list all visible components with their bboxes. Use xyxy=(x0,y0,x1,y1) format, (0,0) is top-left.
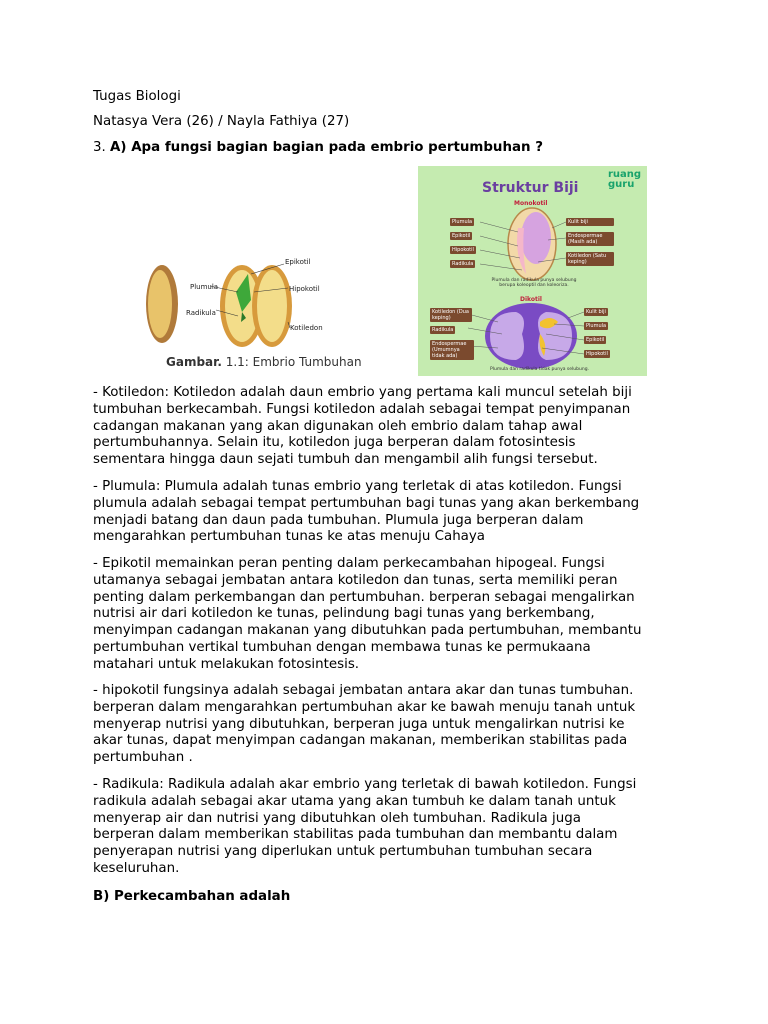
paragraph-epikotil: - Epikotil memainkan peran penting dalam perkecambahan hipogeal. Fungsi utamanya sebagai jembatan antara kotiledon dan tunas, serta memiliki peran penting dalam perkembangan dan pertumbuhan. berperan sebagai mengalirkan nutrisi air dari kotiledon ke tunas, pelindung bagi tunas yang berkembang, menyimpan cadangan makanan yang dibutuhkan pada pertumbuhan, membantu pertumbuhan vertikal tumbuhan dengan membawa tunas ke permukaana matahari untuk melakukan fotosintesis. xyxy=(93,556,642,672)
tag-di-kulit-biji: Kulit biji xyxy=(586,309,606,315)
seed-half-right-inner xyxy=(257,270,287,342)
figure-caption xyxy=(166,355,362,369)
seed-whole-inner xyxy=(148,270,172,338)
label-kotiledon: Kotiledon xyxy=(290,324,323,332)
tag-mono-epikotil: Epikotil xyxy=(452,233,471,239)
paragraph-kotiledon: - Kotiledon: Kotiledon adalah daun embrio yang pertama kali muncul setelah biji tumbuhan berkecambah. Fungsi kotiledon adalah sebagai tempat penyimpanan cadangan makanan yang akan digunakan oleh embrio dalam tahap awal pertumbuhannya. Selain itu, kotiledon juga berperan dalam fotosintesis sementara hingga daun sejati tumbuh dan mengambil alih fungsi tersebut. xyxy=(93,385,632,468)
monokotil-heading: Monokotil xyxy=(514,200,548,207)
infographic-title: Struktur Biji xyxy=(482,180,579,196)
tag-mono-kulit-biji: Kulit biji xyxy=(566,218,614,226)
section-b-heading: B) Perkecambahan adalah xyxy=(93,889,291,904)
ruangguru-logo: ruang guru xyxy=(608,169,642,190)
question-number: 3. xyxy=(93,140,111,155)
caption-prefix: Gambar. xyxy=(166,355,222,369)
monokotil-endosperm xyxy=(521,212,551,264)
dikotil-note: Plumula dan radikula tidak punya selubung. xyxy=(490,367,589,372)
caption-text: 1.1: Embrio Tumbuhan xyxy=(221,355,362,369)
paragraph-plumula: - Plumula: Plumula adalah tunas embrio yang terletak di atas kotiledon. Fungsi plumula adalah sebagai tempat pertumbuhan bagi tunas yang akan berkembang menjadi batang dan daun pada tumbuhan. Plumula juga berperan dalam mengarahkan pertumbuhan tunas ke atas menuju Cahaya xyxy=(93,479,640,545)
struktur-biji-infographic xyxy=(418,166,647,376)
tag-di-endospermae: Endospermae (Umumnya tidak ada) xyxy=(430,340,474,360)
tag-mono-radikula: Radikula xyxy=(452,261,474,267)
label-radikula: Radikula xyxy=(186,309,216,317)
tag-mono-plumula: Plumula xyxy=(452,219,473,225)
embrio-illustration xyxy=(138,252,366,372)
dikotil-heading: Dikotil xyxy=(520,296,542,303)
tag-di-plumula: Plumula xyxy=(586,323,607,329)
paragraph-radikula: - Radikula: Radikula adalah akar embrio yang terletak di bawah kotiledon. Fungsi radikula adalah sebagai akar utama yang akan tumbuh ke dalam tanah untuk menyerap air dan nutrisi yang dibutuhkan oleh tumbuhan. Radikula juga berperan dalam memberikan stabilitas pada tumbuhan dan membantu dalam penyerapan nutrisi yang diperlukan untuk pertumbuhan tumbuhan secara keseluruhan. xyxy=(93,777,637,876)
monokotil-note: Plumula dan radikula punya selubung berupa koleoptil dan koleoriza. xyxy=(491,278,577,288)
tag-mono-hipokotil: Hipokotil xyxy=(452,247,474,253)
label-plumula: Plumula xyxy=(190,283,219,291)
tag-di-hipokotil: Hipokotil xyxy=(586,351,608,357)
tag-di-epikotil: Epikotil xyxy=(586,337,605,343)
doc-authors: Natasya Vera (26) / Nayla Fathiya (27) xyxy=(93,114,350,129)
tag-di-radikula: Radikula xyxy=(432,327,454,333)
tag-mono-endospermae: Endospermae (Masih ada) xyxy=(566,232,614,246)
paragraph-hipokotil: - hipokotil fungsinya adalah sebagai jembatan antara akar dan tunas tumbuhan. berperan dalam mengarahkan pertumbuhan akar ke bawah menuju tanah untuk menyerap nutrisi yang dibutuhkan, berperan juga untuk mengalirkan nutrisi ke akar tunas, dapat menyimpan cadangan makanan, memberikan stabilitas pada pertumbuhan . xyxy=(93,683,636,766)
doc-title: Tugas Biologi xyxy=(93,89,181,104)
tag-di-kotiledon: Kotiledon (Dua keping) xyxy=(430,308,472,322)
label-epikotil: Epikotil xyxy=(285,258,311,266)
question-heading xyxy=(93,139,543,156)
label-hipokotil: Hipokotil xyxy=(289,285,320,293)
tag-mono-kotiledon: Kotiledon (Satu keping) xyxy=(566,252,614,266)
question-text: A) Apa fungsi bagian bagian pada embrio pertumbuhan ? xyxy=(110,140,543,155)
